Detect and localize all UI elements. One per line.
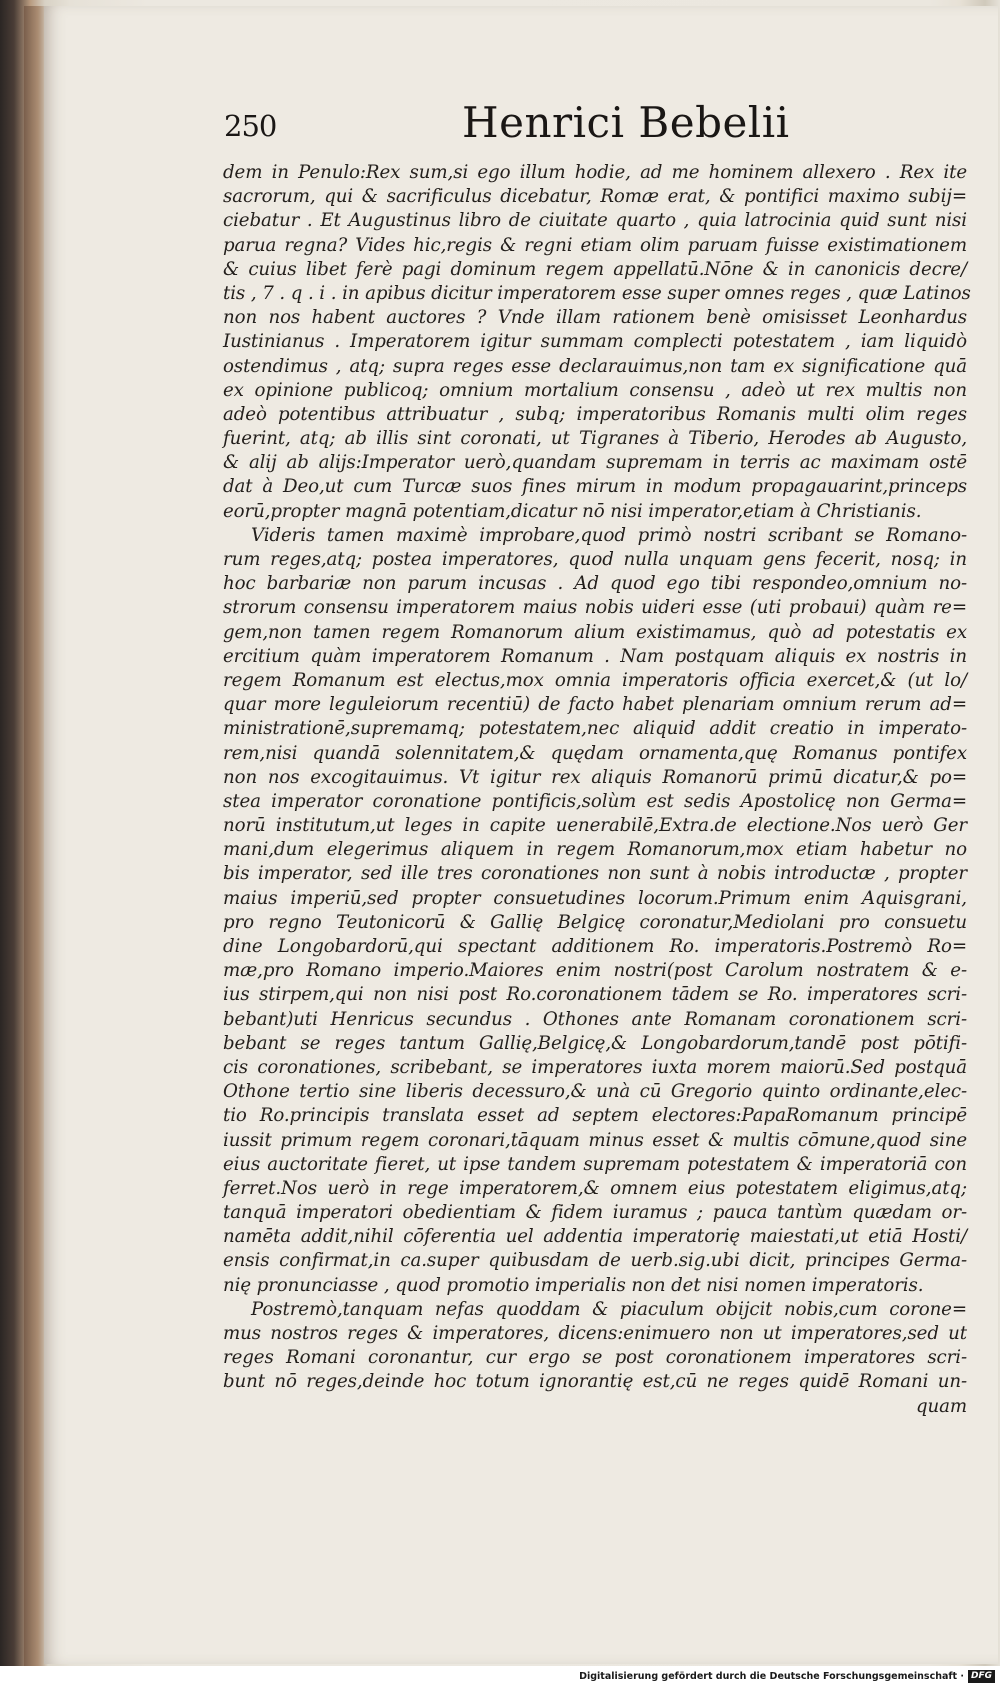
text-line: eius auctoritate fieret, ut ipse tandem supremam potestatem & imperatoriā con: [223, 1153, 967, 1175]
text-line: eorū,propter magnā potentiam,dicatur nō nisi imperator,etiam à Christianis.: [223, 500, 922, 522]
page-number: 250: [224, 109, 277, 143]
catchword: quam: [915, 1395, 967, 1417]
text-line: ius stirpem,qui non nisi post Ro.coronationem tādem se Ro. imperatores scri-: [223, 984, 967, 1006]
text-line: maius imperiū,sed propter consuetudines locorum.Primum enim Aquisgrani,: [223, 887, 967, 909]
text-line: tanquā imperatori obedientiam & fidem iuramus ; pauca tantùm quædam or-: [223, 1202, 967, 1224]
text-line: hoc barbariæ non parum incusas . Ad quod ego tibi respondeo,omnium no-: [223, 573, 967, 595]
text-line: cis coronationes, scribebant, se imperatores iuxta morem maiorū.Sed postquā: [223, 1056, 967, 1078]
text-line: ercitium quàm imperatorem Romanum . Nam postquam aliquis ex nostris in: [223, 645, 967, 667]
text-line: tio Ro.principis translata esset ad septem electores:PapaRomanum principē: [223, 1105, 967, 1127]
text-line: dine Longobardorū,qui spectant additionem Ro. imperatoris.Postremò Ro=: [223, 936, 967, 957]
text-line: iussit primum regem coronari,tāquam minus esset & multis cōmune,quod sine: [223, 1129, 967, 1151]
text-line: stea imperator coronatione pontificis,solùm est sedis Apostolicę non Germa=: [223, 790, 967, 812]
running-head: Henrici Bebelii: [462, 98, 790, 147]
text-line: mus nostros reges & imperatores, dicens:enimuero non ut imperatores,sed ut: [223, 1323, 967, 1344]
text-line: ex opinione publicoq; omnium mortalium consensu , adeò ut rex multis non: [223, 379, 967, 401]
text-line: & alij ab alijs:Imperator uerò,quandam supremam in terris ac maximam ostē: [223, 452, 967, 474]
text-line: quar more leguleiorum recentiū) de facto habet plenariam omnium rerum ad=: [223, 694, 967, 716]
text-line: & cuius libet ferè pagi dominum regem appellatū.Nōne & in canonicis decre/: [223, 258, 967, 280]
text-line: Iustinianus . Imperatorem igitur summam complecti potestatem , iam liquidò: [223, 331, 967, 353]
text-line: tis , 7 . q . i . in apibus dicitur imperatorem esse super omnes reges , quæ Latinos: [223, 282, 971, 304]
text-line: rum reges,atq; postea imperatores, quod nulla unquam gens fecerit, nosq; in: [223, 549, 967, 570]
text-line: bunt nō reges,deinde hoc totum ignorantię est,cū ne reges quidē Romani un-: [223, 1371, 967, 1393]
text-line: Postremò,tanquam nefas quoddam & piaculum obijcit nobis,cum corone=: [251, 1298, 967, 1320]
text-line: ostendimus , atq; supra reges esse declarauimus,non tam ex significatione quā: [223, 355, 967, 377]
text-line: adeò potentibus attribuatur , subq; imperatoribus Romanis multi olim reges: [223, 403, 967, 425]
digitization-credit: Digitalisierung gefördert durch die Deutsche Forschungsgemeinschaft ·: [579, 1671, 964, 1682]
text-line: ciebatur . Et Augustinus libro de ciuitate quarto , quia latrocinia quid sunt nisi: [223, 210, 967, 232]
text-line: non nos excogitauimus. Vt igitur rex aliquis Romanorū primū dicatur,& po=: [223, 766, 967, 788]
text-line: ministrationē,supremamq; potestatem,nec aliquid addit creatio in imperato-: [223, 718, 967, 740]
text-line: bebant)uti Henricus secundus . Othones ante Romanam coronationem scri-: [223, 1008, 967, 1030]
text-line: regem Romanum est electus,mox omnia imperatoris officia exercet,& (ut lo/: [223, 669, 967, 691]
text-line: pro regno Teutonicorū & Gallię Belgicę coronatur,Mediolani pro consuetu: [223, 911, 967, 933]
text-line: rem,nisi quandā solennitatem,& quędam ornamenta,quę Romanus pontifex: [223, 742, 967, 764]
text-line: gem,non tamen regem Romanorum alium existimamus, quò ad potestatis ex: [223, 621, 967, 643]
text-line: norū institutum,ut leges in capite uenerabilē,Extra.de electione.Nos uerò Ger: [223, 815, 967, 837]
text-line: non nos habent auctores ? Vnde illam rationem benè omisisset Leonhardus: [223, 307, 967, 329]
text-line: bebant se reges tantum Gallię,Belgicę,& Longobardorum,tandē post pōtifi-: [223, 1032, 967, 1054]
body-text: [223, 161, 971, 1419]
text-line: parua regna? Vides hic,regis & regni etiam olim paruam fuisse existimationem: [223, 234, 967, 256]
dfg-logo: DFG: [968, 1670, 995, 1683]
text-line: reges Romani coronantur, cur ergo se post coronationem imperatores scri-: [223, 1347, 967, 1369]
text-line: fuerint, atq; ab illis sint coronati, ut Tigranes à Tiberio, Herodes ab Augusto,: [223, 428, 967, 450]
text-line: Othone tertio sine liberis decessuro,& unà cū Gregorio quinto ordinante,elec-: [223, 1081, 967, 1103]
text-line: strorum consensu imperatorem maius nobis uideri esse (uti probaui) quàm re=: [223, 597, 967, 619]
text-line: nię pronunciasse , quod promotio imperialis non det nisi nomen imperatoris.: [223, 1274, 924, 1296]
text-line: dat à Deo,ut cum Turcæ suos fines mirum in modum propagauarint,princeps: [223, 476, 967, 498]
text-line: bis imperator, sed ille tres coronationes non sunt à nobis introductæ , propter: [223, 863, 967, 885]
text-line: sacrorum, qui & sacrificulus dicebatur, Romæ erat, & pontifici maximo subij=: [223, 186, 967, 208]
text-line: Videris tamen maximè improbare,quod primò nostri scribant se Romano-: [251, 524, 967, 546]
text-line: mæ,pro Romano imperio.Maiores enim nostri(post Carolum nostratem & e-: [223, 960, 967, 982]
text-line: dem in Penulo:Rex sum,si ego illum hodie, ad me hominem allexero . Rex ite: [223, 162, 967, 183]
text-line: ferret.Nos uerò in rege imperatorem,& omnem eius potestatem eligimus,atq;: [223, 1177, 967, 1199]
text-line: ensis confirmat,in ca.super quibusdam de uerb.sig.ubi dicit, principes Germa-: [223, 1250, 967, 1272]
text-line: namēta addit,nihil cōferentia uel addentia imperatorię maiestati,ut etiā Hosti/: [223, 1226, 967, 1248]
text-line: mani,dum elegerimus aliquem in regem Romanorum,mox etiam habetur no: [223, 839, 967, 861]
